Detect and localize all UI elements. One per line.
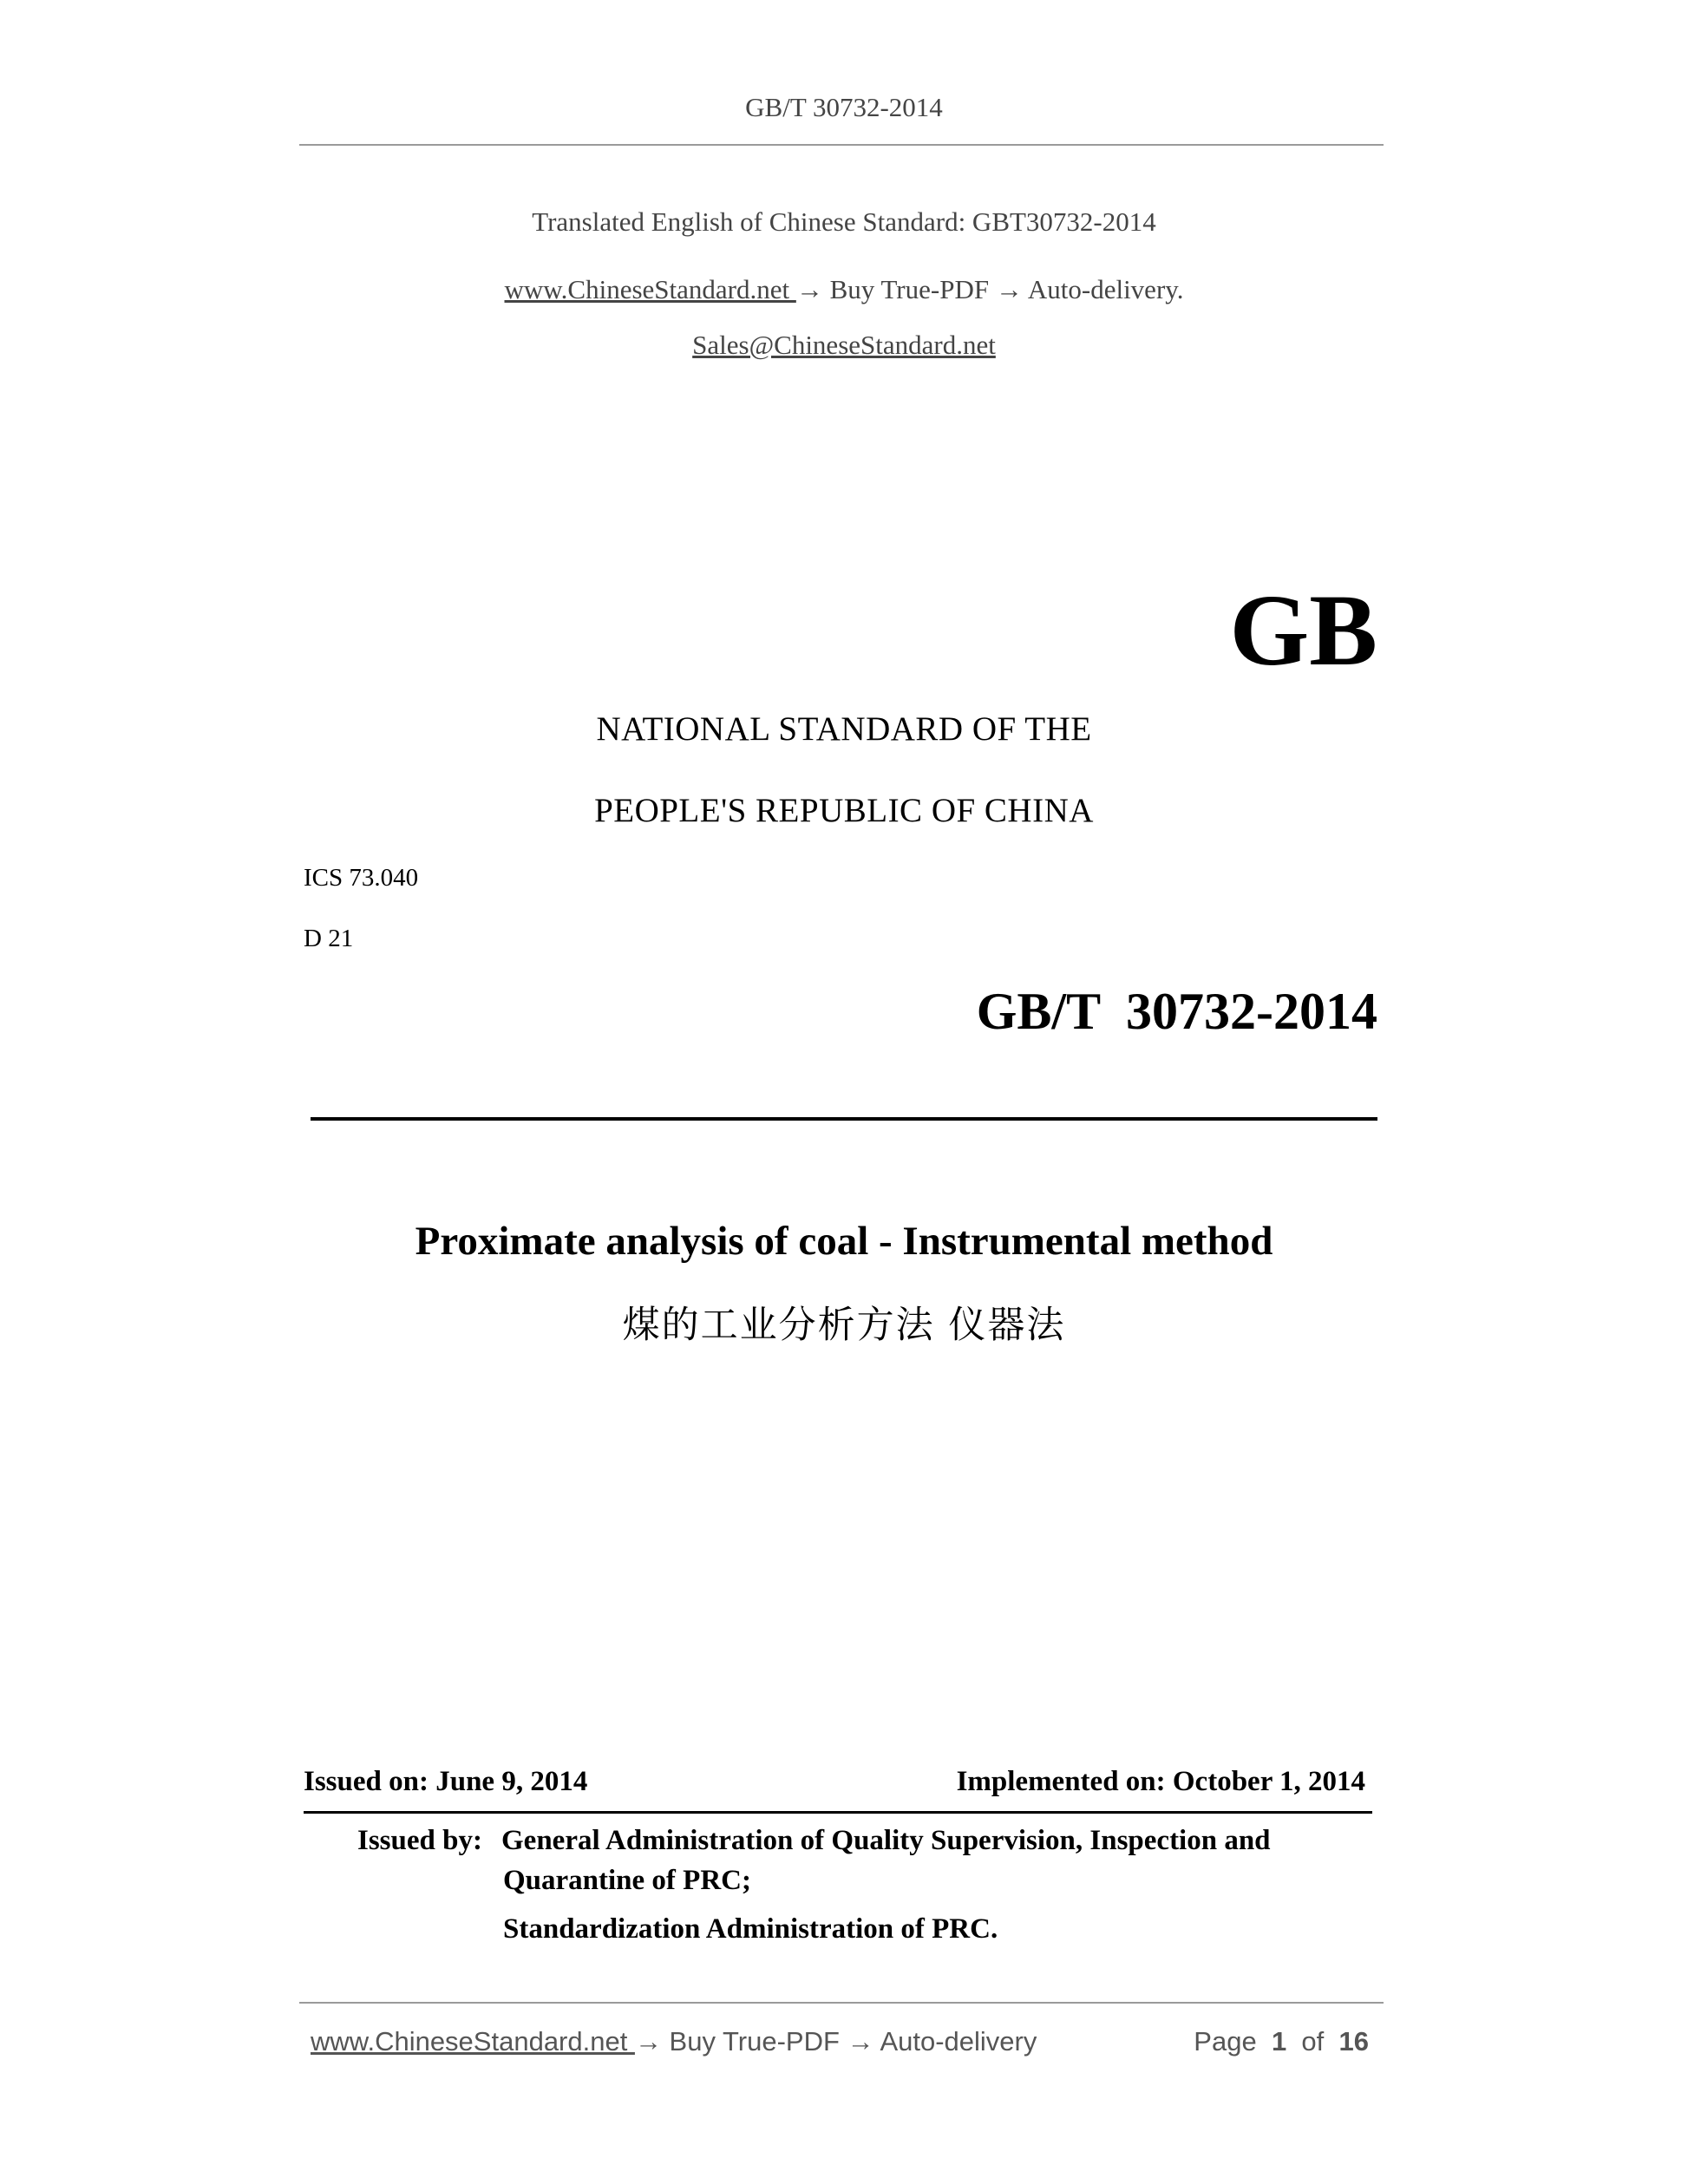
sales-email-link[interactable]: Sales@ChineseStandard.net <box>692 330 996 360</box>
ccs-code: D 21 <box>304 925 354 952</box>
page-of: of <box>1301 2026 1325 2056</box>
issued-on-date: Issued on: June 9, 2014 <box>304 1766 588 1797</box>
running-header: GB/T 30732-2014 <box>745 92 943 122</box>
translated-note: Translated English of Chinese Standard: GBT30732-2014 <box>532 206 1156 237</box>
email-line <box>0 330 1688 361</box>
page-label: Page <box>1194 2026 1257 2056</box>
buy-line <box>0 274 1688 305</box>
page-current: 1 <box>1271 2026 1287 2056</box>
national-standard-line-1: NATIONAL STANDARD OF THE <box>596 710 1092 748</box>
title-english: Proximate analysis of coal - Instrumental method <box>415 1219 1273 1264</box>
ics-code: ICS 73.040 <box>304 864 419 892</box>
site-link[interactable]: www.ChineseStandard.net <box>504 274 796 304</box>
national-standard-line-2: PEOPLE'S REPUBLIC OF CHINA <box>594 792 1094 829</box>
issuer-line-1: General Administration of Quality Supervision, Inspection and <box>501 1825 1271 1856</box>
page-indicator <box>1041 2026 1369 2057</box>
standard-number: GB/T 30732-2014 <box>976 983 1377 1040</box>
footer-buy-text: → Buy True-PDF → Auto-delivery <box>634 2026 1037 2056</box>
dates-rule <box>304 1811 1372 1814</box>
issuer-line-2: Standardization Administration of PRC. <box>503 1913 998 1945</box>
title-chinese: 煤的工业分析方法 仪器法 <box>622 1304 1066 1347</box>
page-total: 16 <box>1338 2026 1369 2056</box>
issuer-line-1-cont: Quarantine of PRC; <box>503 1865 751 1896</box>
issued-by-label: Issued by: <box>357 1825 482 1856</box>
footer-rule <box>299 2002 1384 2004</box>
header-rule <box>299 144 1384 146</box>
title-rule <box>311 1117 1377 1121</box>
footer-buy-line <box>311 2026 1037 2057</box>
buy-text: → Buy True-PDF → Auto-delivery. <box>795 274 1184 304</box>
gb-logo: GB <box>1229 573 1377 687</box>
implemented-on-date: Implemented on: October 1, 2014 <box>956 1766 1365 1797</box>
footer-site-link[interactable]: www.ChineseStandard.net <box>311 2026 635 2056</box>
